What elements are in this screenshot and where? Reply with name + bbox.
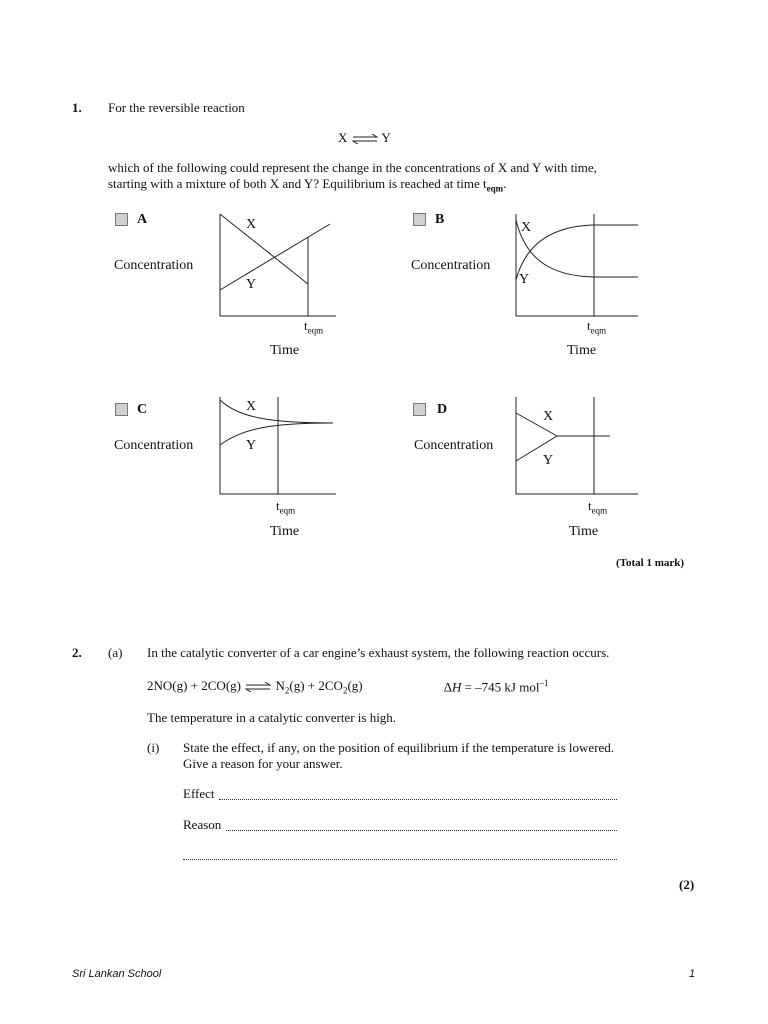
footer-page-number: 1 [689, 968, 696, 980]
option-d-xlabel: Time [569, 524, 599, 539]
curve-x [220, 400, 333, 423]
option-c-xlabel: Time [270, 524, 300, 539]
option-c-letter: C [137, 402, 148, 417]
q2-subpart-line1: State the effect, if any, on the position of equilibrium if the temperature is lowered. [183, 740, 615, 755]
reason-answer-line[interactable] [226, 830, 617, 831]
q1-intro: For the reversible reaction [108, 100, 245, 115]
option-a-label-y: Y [246, 277, 257, 292]
curve-y [220, 423, 333, 445]
option-c-ylabel: Concentration [114, 438, 194, 453]
option-c-teqm: $t_{eqm}$ [276, 498, 296, 516]
q2-equation: 2NO(g) + 2CO(g) $N_2(g) + 2CO_2(g)$ [147, 678, 363, 696]
option-a-teqm: $t_{eqm}$ [304, 318, 324, 336]
option-d-graph [514, 395, 639, 495]
option-a-ylabel: Concentration [114, 258, 194, 273]
option-b-ylabel: Concentration [411, 258, 491, 273]
option-a-letter: A [137, 212, 148, 227]
q2-intro: In the catalytic converter of a car engine’s exhaust system, the following reaction occurs. [147, 645, 610, 660]
option-b-letter: B [435, 212, 445, 227]
equilibrium-arrows-icon [352, 134, 378, 144]
q2-part: (a) [108, 645, 123, 660]
option-a-xlabel: Time [270, 343, 300, 358]
q2-number: 2. [72, 645, 82, 660]
curve-falling [516, 220, 638, 277]
option-d-label-x: X [543, 409, 554, 424]
q2-marks: (2) [679, 877, 695, 892]
reaction-right: Y [381, 130, 391, 145]
option-b-teqm: $t_{eqm}$ [587, 318, 607, 336]
q1-reaction [338, 130, 391, 146]
option-d-label-y: Y [543, 453, 554, 468]
option-a-checkbox[interactable] [115, 213, 128, 226]
q2-subpart: (i) [147, 740, 160, 755]
reason-answer-line-2[interactable] [183, 859, 617, 860]
option-b-xlabel: Time [567, 343, 597, 358]
q2-temperature-line: The temperature in a catalytic converter is high. [147, 710, 397, 725]
effect-label: Effect [183, 786, 215, 801]
option-d-checkbox[interactable] [413, 403, 426, 416]
reason-label: Reason [183, 817, 222, 832]
option-c-checkbox[interactable] [115, 403, 128, 416]
option-b-label-y: Y [519, 272, 530, 287]
option-c-graph [218, 395, 338, 495]
q2-subpart-line2: Give a reason for your answer. [183, 756, 343, 771]
q1-total-mark: (Total 1 mark) [616, 557, 685, 569]
effect-answer-line[interactable] [219, 799, 617, 800]
curve-x [220, 214, 308, 284]
option-b-label-x: X [521, 220, 532, 235]
option-b-graph [514, 212, 639, 317]
option-a-graph [218, 212, 338, 317]
curve-y [220, 224, 330, 290]
option-a-label-x: X [246, 217, 257, 232]
curve-rising [516, 225, 638, 280]
option-c-label-x: X [246, 399, 257, 414]
q1-question-line1: which of the following could represent the change in the concentrations of X and Y with time, [108, 160, 597, 175]
option-d-letter: D [437, 402, 448, 417]
option-c-label-y: Y [246, 438, 257, 453]
option-b-checkbox[interactable] [413, 213, 426, 226]
q2-enthalpy: ∆H = –745 kJ mol$^{-1}$ [444, 678, 549, 695]
footer-school: Sri Lankan School [72, 968, 162, 980]
equilibrium-arrows-icon [245, 682, 271, 692]
option-d-ylabel: Concentration [414, 438, 494, 453]
q1-question-line2: starting with a mixture of both X and Y? Equilibrium is reached at time $t_{eqm}$. [108, 176, 507, 194]
q1-number: 1. [72, 100, 82, 115]
option-d-teqm: $t_{eqm}$ [588, 498, 608, 516]
reaction-left: X [338, 130, 348, 145]
